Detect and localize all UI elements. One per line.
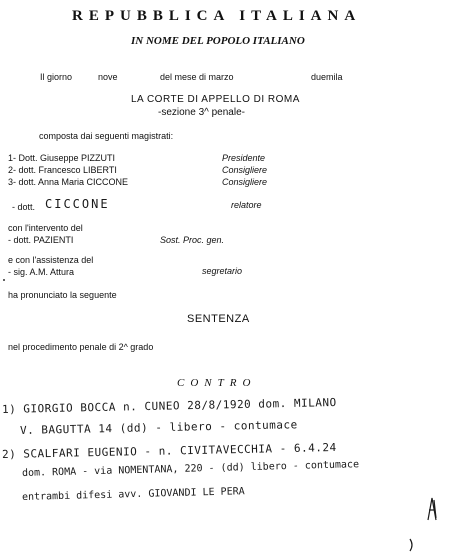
initials-signature-mark: [424, 494, 442, 524]
relatore-role: relatore: [231, 200, 262, 210]
giorno-value: nove: [98, 72, 118, 82]
document-subtitle: IN NOME DEL POPOLO ITALIANO: [131, 35, 305, 47]
intervento-name: - dott. PAZIENTI: [8, 235, 74, 245]
giorno-label: Il giorno: [40, 72, 73, 82]
contro-heading: CONTRO: [177, 377, 257, 389]
sentenza-heading: SENTENZA: [187, 313, 250, 325]
intervento-intro: con l'intervento del: [8, 223, 83, 233]
magistrate-1-role: Presidente: [222, 153, 266, 163]
procedimento-text: nel procedimento penale di 2^ grado: [8, 342, 154, 352]
relatore-name-handwritten: CICCONE: [45, 197, 110, 211]
assistenza-name: - sig. A.M. Attura: [8, 267, 75, 277]
intervento-role: Sost. Proc. gen.: [160, 235, 225, 245]
defendant-1-line-2: V. BAGUTTA 14 (dd) - libero - contumace: [19, 418, 298, 437]
court-section: -sezione 3^ penale-: [158, 107, 245, 118]
defendant-2-line-2: dom. ROMA - via NOMENTANA, 220 - (dd) libero - contumace: [21, 459, 360, 479]
anno-value: duemila: [311, 72, 343, 82]
pronunciato-text: ha pronunciato la seguente: [8, 290, 117, 300]
magistrate-1-name: 1- Dott. Giuseppe PIZZUTI: [8, 153, 116, 163]
magistrate-3-name: 3- dott. Anna Maria CICCONE: [8, 177, 129, 187]
document-title: REPUBBLICA ITALIANA: [72, 8, 362, 24]
magistrate-2-name: 2- dott. Francesco LIBERTI: [8, 165, 117, 175]
defendant-1-line-1: 1) GIORGIO BOCCA n. CUNEO 28/8/1920 dom. MILANO: [1, 395, 337, 416]
assistenza-role: segretario: [202, 266, 243, 276]
defense-counsel-line: entrambi difesi avv. GIOVANDI LE PERA: [21, 486, 245, 503]
magistrate-3-role: Consigliere: [222, 177, 268, 187]
relatore-prefix: - dott.: [12, 202, 36, 212]
assistenza-intro: e con l'assistenza del: [8, 255, 94, 265]
magistrate-2-role: Consigliere: [222, 165, 268, 175]
composition-intro: composta dai seguenti magistrati:: [39, 131, 174, 141]
court-name: LA CORTE DI APPELLO DI ROMA: [131, 94, 300, 105]
defendant-2-line-1: 2) SCALFARI EUGENIO - n. CIVITAVECCHIA - 6.4.24: [1, 440, 337, 461]
scan-dot: [3, 279, 5, 281]
page-mark: [408, 538, 416, 552]
mese-label: del mese di marzo: [160, 72, 234, 82]
